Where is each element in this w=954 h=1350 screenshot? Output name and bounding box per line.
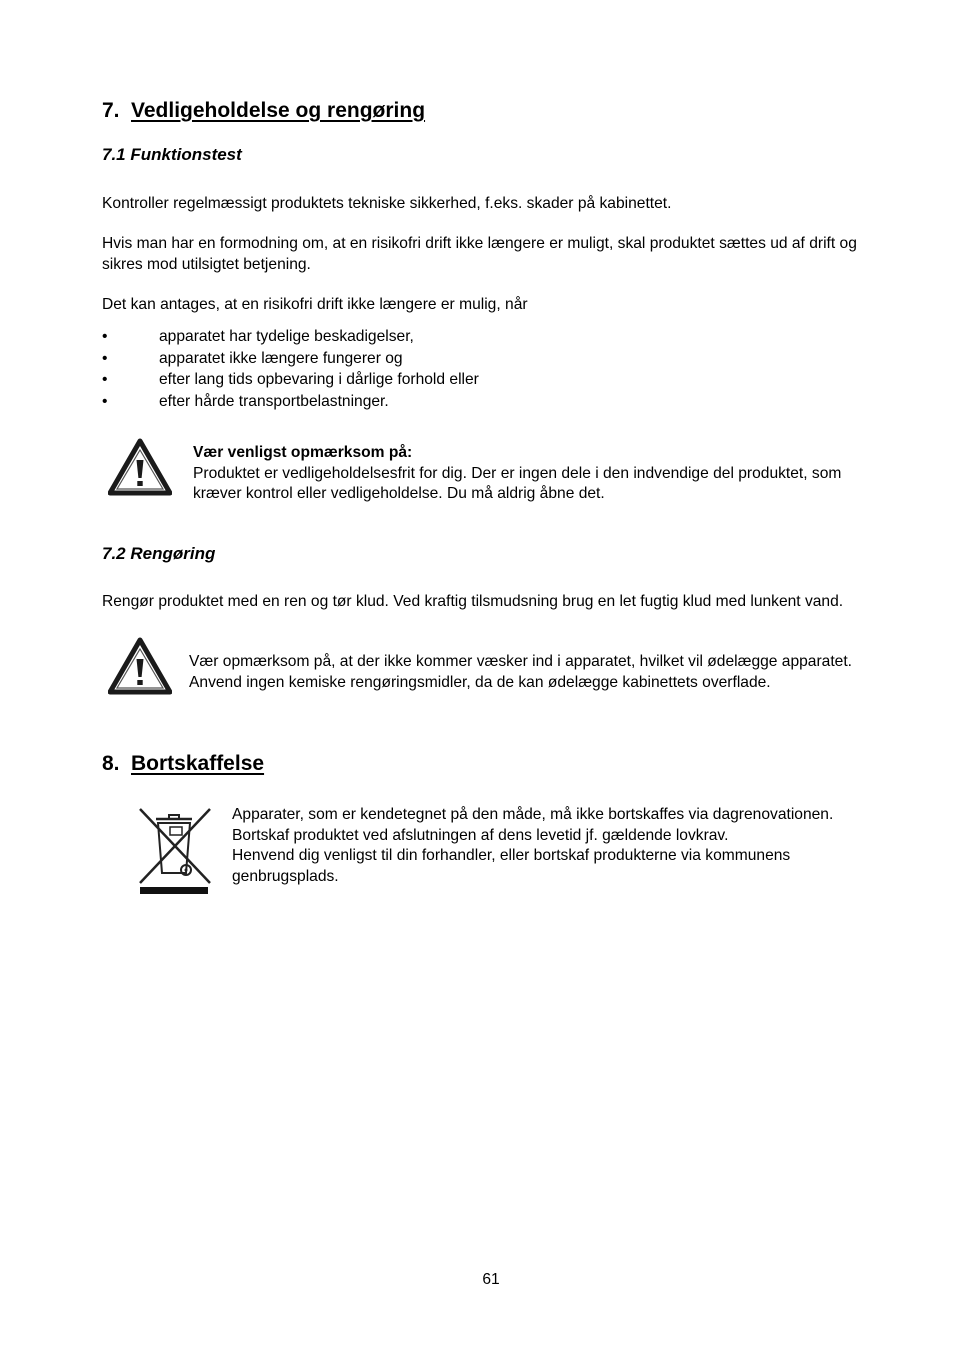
list-item: • efter hårde transportbelastninger. [102, 391, 479, 413]
bullet-icon: • [102, 392, 108, 410]
section-8-number: 8. [102, 752, 120, 775]
disposal-text [232, 805, 892, 887]
warning-triangle-icon [108, 637, 172, 695]
section-7-title: Vedligeholdelse og rengøring [131, 99, 426, 122]
disposal-dealer-paragraph: Henvend dig venligst til din forhandler, eller bortskaf produkterne via kommunens genbrugsplads. [232, 847, 791, 885]
bullet-icon: • [102, 349, 108, 367]
warning-liquids: Vær opmærksom på, at der ikke kommer væsker ind i apparatet, hvilket vil ødelægge apparatet. Anvend ingen kemiske rengøringsmidler, da de kan ødelægge kabinettets overflade. [189, 653, 853, 691]
page-number: 61 [482, 1271, 500, 1288]
paragraph-functional-check: Kontroller regelmæssigt produktets tekniske sikkerhed, f.eks. skader på kabinettet. [102, 195, 672, 212]
warning-maintenance [193, 443, 883, 505]
disposal-paragraph: Apparater, som er kendetegnet på den måde, må ikke bortskaffes via dagrenovationen. Bortskaf produktet ved afslutningen af dens levetid jf. gældende lovkrav. [232, 806, 834, 844]
list-item: • efter lang tids opbevaring i dårlige forhold eller [102, 369, 479, 391]
section-8-title: Bortskaffelse [131, 752, 265, 775]
paragraph-cleaning: Rengør produktet med en ren og tør klud. Ved kraftig tilsmudsning brug en let fugtig klud med lunkent vand. [102, 593, 844, 610]
bullet-icon: • [102, 371, 108, 388]
section-7-number: 7. [102, 99, 120, 122]
section-8-heading [102, 752, 264, 776]
section-7-heading [102, 99, 425, 123]
subsection-7-2-heading: 7.2 Rengøring [102, 544, 216, 563]
paragraph-suspicion: Hvis man har en formodning om, at en risikofri drift ikke længere er muligt, skal produktet sættes ud af drift og sikres mod utilsigtet betjening. [102, 235, 857, 273]
warning-title: Vær venligst opmærksom på: [193, 444, 413, 461]
paragraph-assumption: Det kan antages, at en risikofri drift ikke længere er mulig, når [102, 296, 528, 313]
bullet-icon: • [102, 328, 108, 345]
crossed-out-wheelie-bin-icon [136, 805, 214, 897]
warning-text: Produktet er vedligeholdelsesfrit for dig. Der er ingen dele i den indvendige del produktet, som kræver kontrol eller vedligeholdelse. Du må aldrig åbne det. [193, 464, 842, 502]
warning-triangle-icon [108, 438, 172, 496]
list-item: • apparatet ikke længere fungerer og [102, 348, 479, 370]
condition-list [102, 326, 479, 412]
list-item: • apparatet har tydelige beskadigelser, [102, 326, 479, 348]
subsection-7-1-heading: 7.1 Funktionstest [102, 145, 242, 164]
